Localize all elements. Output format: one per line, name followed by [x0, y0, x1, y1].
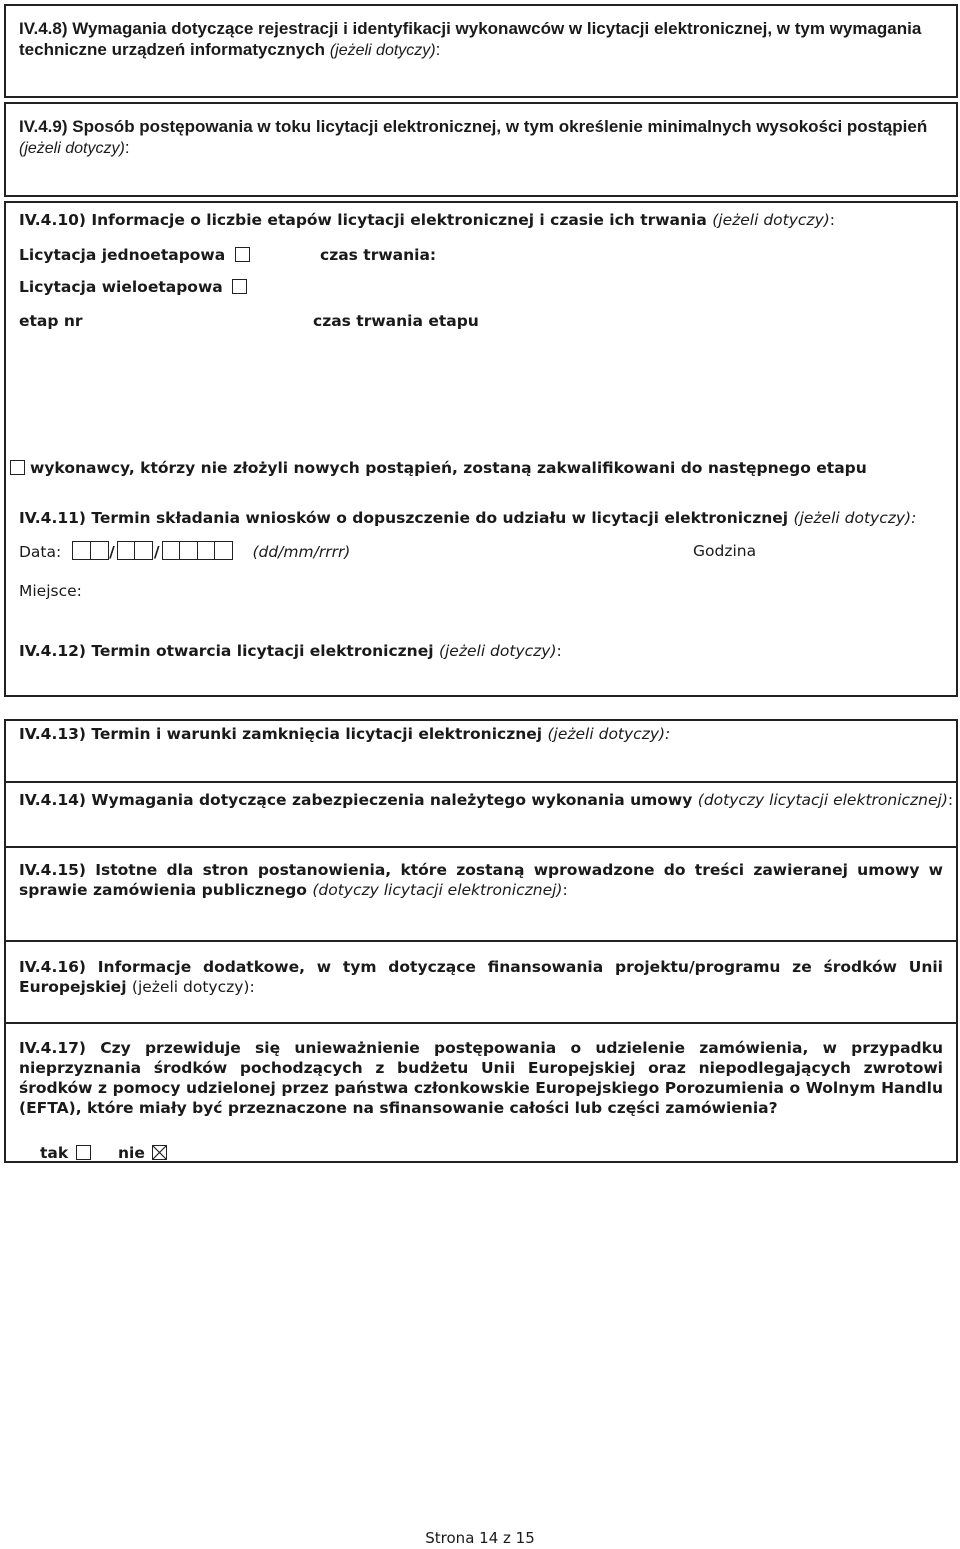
section-4-10-title: IV.4.10) Informacje o liczbie etapów licytacji elektronicznej i czasie ich trwania (jeżeli dotyczy):: [19, 211, 836, 229]
section-4-13-title: IV.4.13) Termin i warunki zamknięcia licytacji elektronicznej (jeżeli dotyczy):: [19, 725, 671, 743]
section-4-16-title: IV.4.16) Informacje dodatkowe, w tym dotyczące finansowania projektu/programu ze środków Unii Europejskiej (jeżeli dotyczy):: [19, 958, 943, 996]
section-4-12-title: IV.4.12) Termin otwarcia licytacji elektronicznej (jeżeli dotyczy):: [19, 642, 562, 660]
place-label: Miejsce:: [19, 582, 82, 600]
multi-stage-checkbox[interactable]: [232, 279, 247, 294]
no-option: nie: [118, 1143, 167, 1163]
section-frame-4-10: [4, 201, 958, 697]
section-4-17-question: IV.4.17) Czy przewiduje się unieważnienie postępowania o udzielenie zamówienia, w przypadku nieprzyznania środków pochodzących z budżetu Unii Europejskiej oraz niepodlegających zwrotowi środków z pomocy udzielonej przez państwa członkowskie Europejskiego Porozumienia o Wolnym Handlu (EFTA), które miały być przeznaczone na sfinansowanie całości lub części zamówienia?: [19, 1039, 943, 1117]
qualify-option: wykonawcy, którzy nie złożyli nowych postąpień, zostaną zakwalifikowani do następnego etapu: [10, 458, 867, 478]
divider: [4, 1022, 958, 1024]
yes-checkbox[interactable]: [76, 1145, 91, 1160]
check-x-icon: [152, 1145, 167, 1160]
duration-label: czas trwania:: [320, 246, 437, 264]
stage-duration-label: czas trwania etapu: [313, 312, 479, 330]
divider: [4, 781, 958, 783]
month-digit-1[interactable]: [117, 541, 136, 560]
section-4-9-title: IV.4.9) Sposób postępowania w toku licytacji elektronicznej, w tym określenie minimalnych wysokości postąpień (jeżeli dotyczy):: [19, 117, 928, 157]
day-digit-1[interactable]: [72, 541, 91, 560]
multi-stage-option: Licytacja wieloetapowa: [19, 277, 247, 297]
single-stage-checkbox[interactable]: [235, 247, 250, 262]
year-digit-3[interactable]: [197, 541, 216, 560]
divider: [4, 846, 958, 848]
section-4-14-title: IV.4.14) Wymagania dotyczące zabezpieczenia należytego wykonania umowy (dotyczy licytacji elektronicznej):: [19, 791, 954, 809]
qualify-checkbox[interactable]: [10, 460, 25, 475]
year-digit-1[interactable]: [162, 541, 181, 560]
section-4-15-title: IV.4.15) Istotne dla stron postanowienia, które zostaną wprowadzone do treści zawieranej umowy w sprawie zamówienia publicznego (dotyczy licytacji elektronicznej):: [19, 861, 943, 899]
year-digit-2[interactable]: [179, 541, 198, 560]
month-digit-2[interactable]: [134, 541, 153, 560]
section-4-11-title: IV.4.11) Termin składania wniosków o dopuszczenie do udziału w licytacji elektronicznej (jeżeli dotyczy):: [19, 509, 917, 527]
time-label: Godzina: [693, 542, 757, 560]
section-4-8-title: IV.4.8) Wymagania dotyczące rejestracji i identyfikacji wykonawców w licytacji elektronicznej, w tym wymagania techniczne urządzeń informatycznych (jeżeli dotyczy):: [19, 19, 922, 59]
stage-number-label: etap nr: [19, 312, 83, 330]
no-checkbox-checked[interactable]: [152, 1145, 167, 1160]
divider: [4, 940, 958, 942]
day-digit-2[interactable]: [90, 541, 109, 560]
yes-option: tak: [40, 1143, 91, 1163]
year-digit-4[interactable]: [214, 541, 233, 560]
date-row: Data: / / (dd/mm/rrrr): [19, 543, 351, 561]
page-footer: Strona 14 z 15: [425, 1529, 535, 1547]
single-stage-option: Licytacja jednoetapowa: [19, 245, 250, 265]
